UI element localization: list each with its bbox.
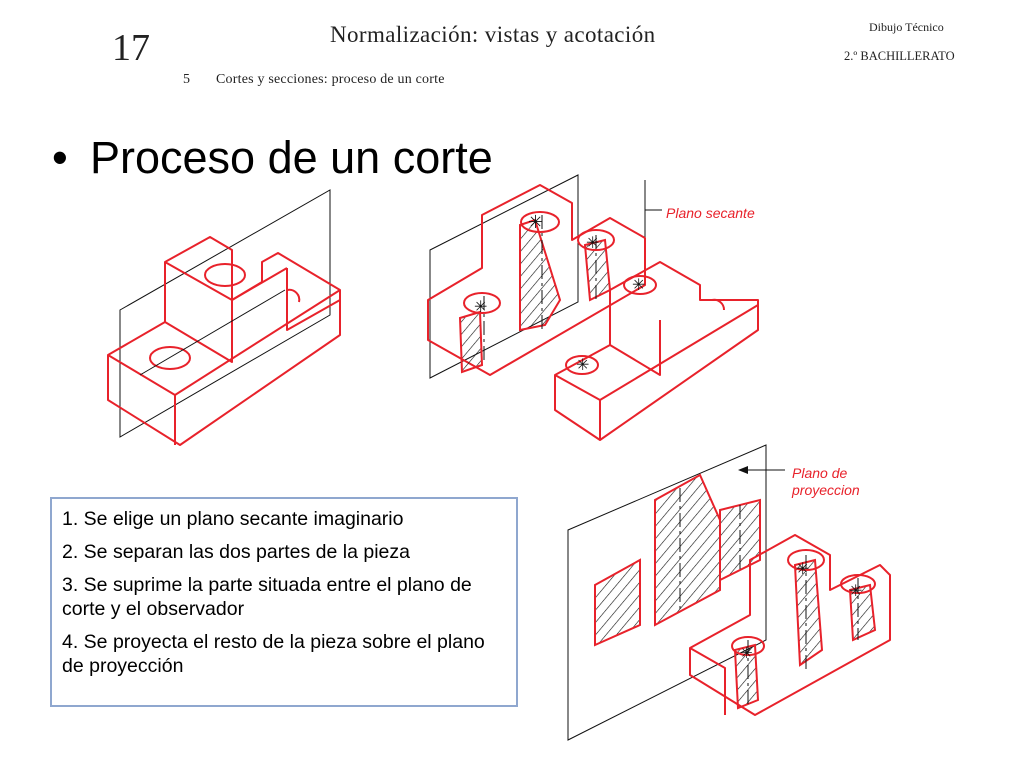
slide-heading-text: Proceso de un corte (90, 132, 493, 183)
secant-plane-outline (430, 175, 578, 378)
subject-label: Dibujo Técnico (869, 20, 944, 34)
svg-text:✳: ✳ (586, 233, 600, 252)
projection-plane-label-line1: Plano de (792, 465, 848, 481)
page-number: 17 (112, 27, 150, 69)
figure-whole-part (108, 190, 340, 445)
steps-box (50, 497, 518, 707)
section-title: Cortes y secciones: proceso de un corte (216, 72, 445, 87)
svg-text:✳: ✳ (576, 355, 590, 374)
cutting-plane-outline (120, 190, 330, 437)
svg-text:✳: ✳ (849, 581, 863, 600)
section-number: 5 (183, 72, 190, 87)
unit-title: Normalización: vistas y acotación (330, 22, 656, 47)
svg-text:✳: ✳ (528, 212, 544, 233)
svg-text:✳: ✳ (474, 297, 488, 316)
step-1: 1. Se elige un plano secante imaginario (62, 508, 404, 530)
step-3: 3. Se suprime la parte situada entre el plano de corte y el observador (62, 574, 472, 620)
svg-text:✳: ✳ (632, 275, 646, 294)
bullet-icon: • (52, 132, 68, 183)
svg-text:✳: ✳ (796, 559, 810, 578)
course-label: 2.º BACHILLERATO (844, 49, 955, 63)
projection-plane-label-line2: proyeccion (792, 482, 860, 498)
step-2: 2. Se separan las dos partes de la pieza (62, 541, 410, 563)
cutting-plane-label: Plano secante (666, 205, 755, 221)
svg-text:✳: ✳ (740, 644, 753, 662)
step-4: 4. Se proyecta el resto de la pieza sobre el plano de proyección (62, 631, 485, 677)
